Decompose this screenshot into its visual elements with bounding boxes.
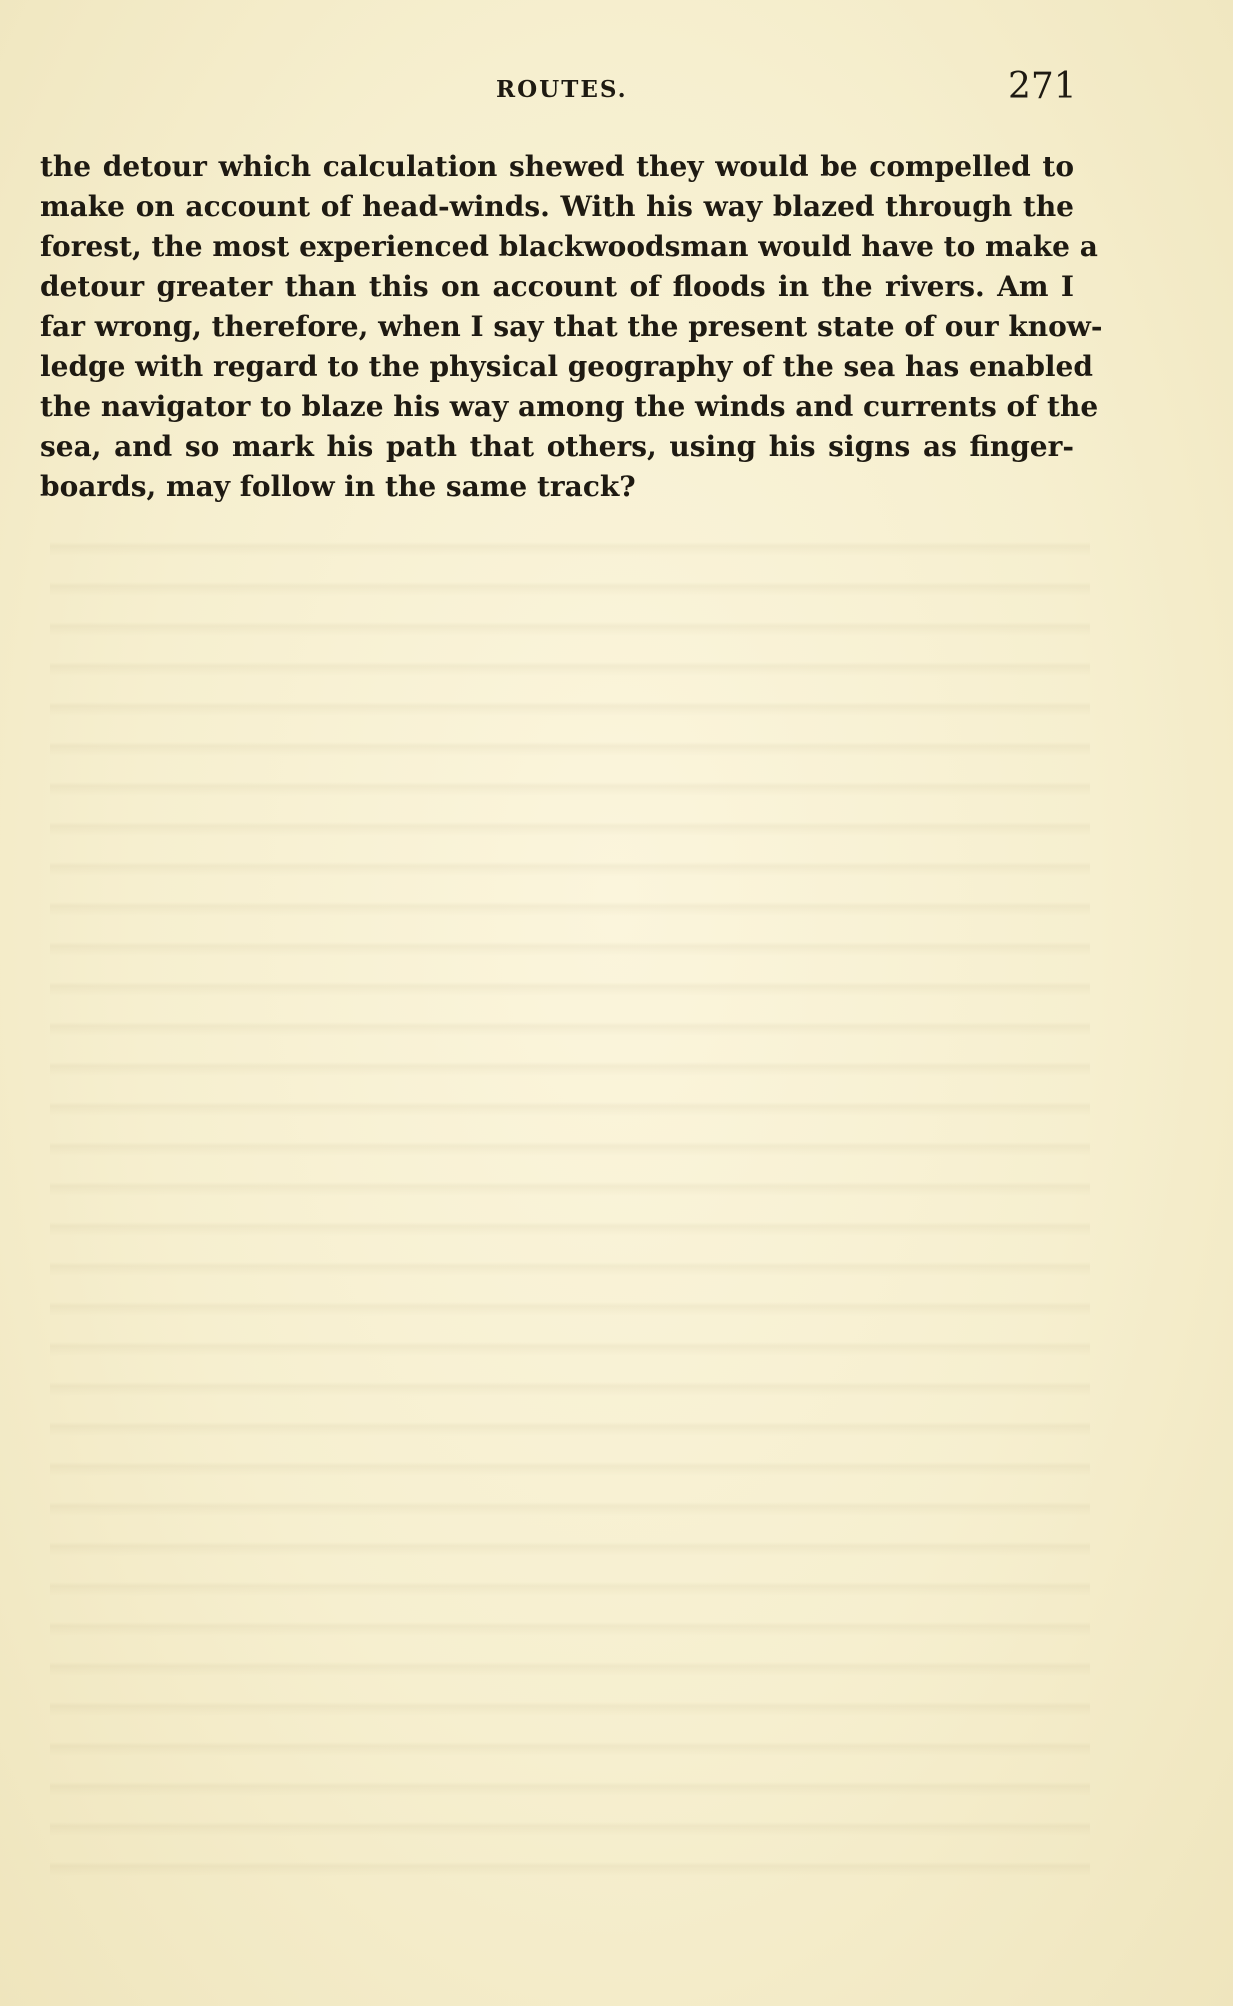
text-line: far wrong, therefore, when I say that the present state of our know- [40, 310, 1103, 343]
page-number: 271 [1008, 66, 1077, 107]
text-line: make on account of head-winds. With his way blazed through the [40, 190, 1074, 223]
text-line: the detour which calculation shewed they would be compelled to [40, 150, 1074, 183]
body-paragraph [40, 147, 1103, 507]
text-line: detour greater than this on account of floods in the rivers. Am I [40, 270, 1074, 303]
text-line: the navigator to blaze his way among the winds and currents of the [40, 390, 1099, 423]
running-head: ROUTES. [496, 76, 628, 103]
text-line: sea, and so mark his path that others, using his signs as finger- [40, 430, 1074, 463]
text-line: boards, may follow in the same track? [40, 470, 636, 503]
text-line: forest, the most experienced blackwoodsman would have to make a [40, 230, 1098, 263]
text-line: ledge with regard to the physical geography of the sea has enabled [40, 350, 1093, 383]
bleed-through-texture [50, 520, 1090, 1900]
